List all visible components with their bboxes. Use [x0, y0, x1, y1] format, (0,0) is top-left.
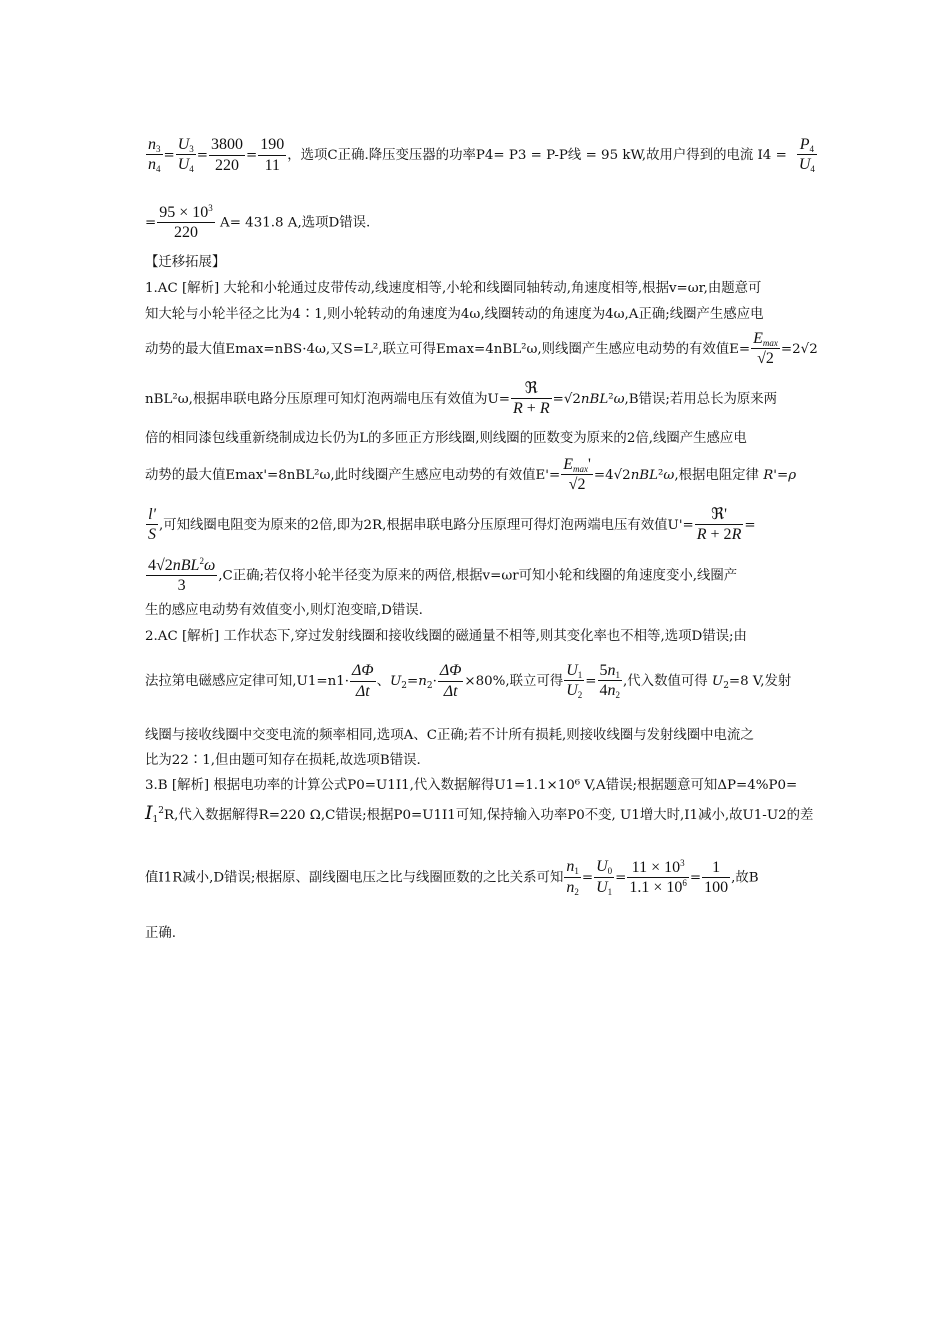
fraction-e-r2r: $\frac{\text{ℜ'}}{R + 2R}$	[696, 506, 742, 544]
fraction-u0-u1: $\frac{U_0}{U_1}$	[596, 858, 613, 897]
fraction-4root2-3: $\frac{4√2nBL^2\omega}{3}$	[148, 556, 216, 595]
text-line-1: ，选项C正确.降压变压器的功率P4= P3 = P-P线 = 95 kW,故用户得到的电流 I4 =	[287, 148, 787, 164]
fraction-u3-u4: $\frac{U_3}{U_4}$	[177, 136, 194, 175]
text-line-12: 生的感应电动势有效值变小,则灯泡变暗,D错误.	[145, 603, 423, 618]
formula-line-18: $I_1^2R$,代入数据解得R=220 Ω,C错误;根据P0=U1I1可知,保持输入功率P0不变, U1增大时,I1减小,故U1-U2的差	[145, 802, 814, 825]
formula-line-2: = $\frac{95 \times 10^3}{220}$ A= 431.8 A,选项D错误.	[145, 203, 371, 242]
fraction-p4-u4: $\frac{P_4}{U_4}$	[798, 136, 815, 175]
text-line-13: 2.AC [解析] 工作状态下,穿过发射线圈和接收线圈的磁通量不相等,则其变化率也不相等,选项D错误;由	[145, 629, 747, 644]
formula-line-10: $\frac{l'}{S}$ ,可知线圈电阻变为原来的2倍,即为2R,根据串联电路分压原理可得灯泡两端电压有效值U'= $\frac{\text{ℜ'}}{R + 2R}$ =	[148, 506, 756, 544]
text-line-5: 知大轮与小轮半径之比为4∶1,则小轮转动的角速度为4ω,线圈转动的角速度为4ω,A正确;线圈产生感应电	[145, 307, 764, 322]
fraction-l-s: $\frac{l'}{S}$	[148, 506, 156, 544]
text-line-4: 1.AC [解析] 大轮和小轮通过皮带传动,线速度相等,小轮和线圈同轴转动,角速度相等,根据v=ωr,由题意可	[145, 281, 762, 296]
formula-line-1: $\frac{n_3}{n_4}$ = $\frac{U_3}{U_4}$ = $\frac{3800}{220}$ = $\frac{190}{11}$ ，选项C正确.降压变压器的功率P4= P3 = P-P线 = 95 kW,故用户得到的电流 I4 = $\frac{P_4}{U_4}$	[148, 136, 815, 175]
text-line-8: 倍的相同漆包线重新绕制成边长仍为L的多匝正方形线圈,则线圈的匝数变为原来的2倍,线圈产生感应电	[145, 431, 747, 446]
fraction-190-11: $\frac{190}{11}$	[260, 136, 285, 174]
text-line-2: A= 431.8 A,选项D错误.	[220, 215, 371, 231]
fraction-n1-n2: $\frac{n_1}{n_2}$	[566, 858, 579, 897]
formula-line-9: 动势的最大值Emax'=8nBL²ω,此时线圈产生感应电动势的有效值E'= $\frac{E_{max}'}{√2}$ =4√2nBL²ω,根据电阻定律 R'=ρ	[145, 456, 797, 494]
fraction-3800-220: $\frac{3800}{220}$	[211, 136, 244, 174]
text-line-17: 3.B [解析] 根据电功率的计算公式P0=U1I1,代入数据解得U1=1.1×10⁶ V,A错误;根据题意可知ΔP=4%P0=	[145, 778, 798, 793]
formula-line-19: 值I1R减小,D错误;根据原、副线圈电压之比与线圈匝数的之比关系可知 $\frac{n_1}{n_2}$ = $\frac{U_0}{U_1}$ = $\frac{11 \times 10^3}{1.1 \times 10^6}$ = $\frac{1}{100}$ ,故B	[145, 858, 759, 897]
fraction-1-100: $\frac{1}{100}$	[704, 858, 729, 896]
section-heading: 【迁移拓展】	[145, 255, 226, 270]
fraction-emax-prime-root2: $\frac{E_{max}'}{√2}$	[563, 456, 591, 494]
fraction-95e3-220: $\frac{95 \times 10^3}{220}$	[159, 203, 213, 242]
text-line-16: 比为22∶1,但由题可知存在损耗,故选项B错误.	[145, 753, 421, 768]
fraction-dphi-dt-1: $\frac{\Delta\Phi}{\Delta t}$	[351, 662, 374, 700]
text-line-6: 动势的最大值Emax=nBS·4ω,又S=L²,联立可得Emax=4nBL²ω,则线圈产生感应电动势的有效值E=	[145, 341, 751, 357]
fraction-11e3-11e6: $\frac{11 \times 10^3}{1.1 \times 10^6}$	[629, 858, 687, 897]
formula-line-11	[145, 556, 805, 596]
formula-line-6: 动势的最大值Emax=nBS·4ω,又S=L²,联立可得Emax=4nBL²ω,则线圈产生感应电动势的有效值E= $\frac{E_{max}}{√2}$ =2√2	[145, 330, 818, 368]
formula-line-7: nBL²ω,根据串联电路分压原理可知灯泡两端电压有效值为U= $\frac{\text{ℜ}}{R + R}$ =√2nBL²ω,B错误;若用总长为原来两	[145, 380, 778, 418]
symbol-i1: I	[145, 802, 153, 824]
fraction-dphi-dt-2: $\frac{\Delta\Phi}{\Delta t}$	[439, 662, 462, 700]
formula-line-14: 法拉第电磁感应定律可知,U1=n1· $\frac{\Delta\Phi}{\Delta t}$ 、$U_2=n_2\cdot$ $\frac{\Delta\Phi}{\Delta t}$ ×80%,联立可得 $\frac{U_1}{U_2}$ = $\frac{5n_1}{4n_2}$ ,代入数值可得 $U_2=8$ V,发射	[145, 662, 792, 701]
text-line-11: ,C正确;若仅将小轮半径变为原来的两倍,根据v=ωr可知小轮和线圈的角速度变小,线圈产	[218, 568, 738, 584]
text-line-9: 动势的最大值Emax'=8nBL²ω,此时线圈产生感应电动势的有效值E'=	[145, 467, 561, 483]
fraction-emax-root2: $\frac{E_{max}}{√2}$	[753, 330, 778, 368]
text-line-19: 值I1R减小,D错误;根据原、副线圈电压之比与线圈匝数的之比关系可知	[145, 870, 564, 886]
text-line-18: R,代入数据解得R=220 Ω,C错误;根据P0=U1I1可知,保持输入功率P0不变, U1增大时,I1减小,故U1-U2的差	[163, 808, 814, 823]
text-line-10: ,可知线圈电阻变为原来的2倍,即为2R,根据串联电路分压原理可得灯泡两端电压有效值U'=	[159, 517, 694, 533]
text-line-14: 法拉第电磁感应定律可知,U1=n1·	[145, 674, 349, 690]
fraction-e-2r: $\frac{\text{ℜ}}{R + R}$	[513, 380, 550, 418]
text-line-19b: ,故B	[731, 870, 759, 886]
text-line-20: 正确.	[145, 926, 177, 941]
fraction-u1-u2: $\frac{U_1}{U_2}$	[566, 662, 583, 701]
fraction-5n1-4n2: $\frac{5n_1}{4n_2}$	[599, 662, 621, 701]
fraction-n3-n4: $\frac{n_3}{n_4}$	[148, 136, 161, 175]
text-line-7: nBL²ω,根据串联电路分压原理可知灯泡两端电压有效值为U=	[145, 391, 510, 407]
text-line-15: 线圈与接收线圈中交变电流的频率相同,选项A、C正确;若不计所有损耗,则接收线圈与发射线圈中电流之	[145, 728, 754, 743]
